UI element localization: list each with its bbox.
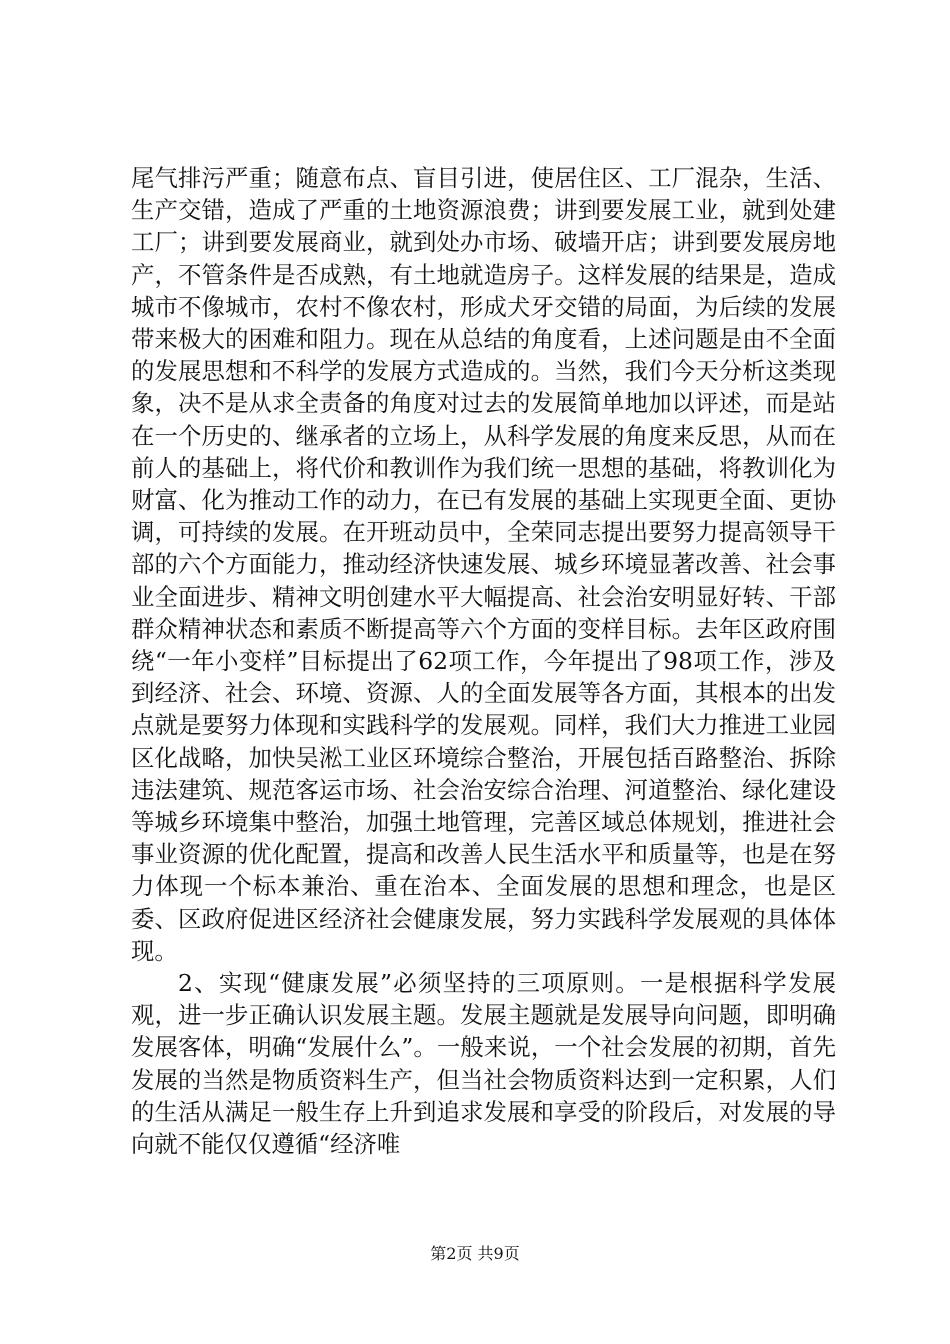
- paragraph-2: 2、实现“健康发展”必须坚持的三项原则。一是根据科学发展观，进一步正确认识发展主题。发展主题就是发展导向问题，即明确发展客体，明确“发展什么”。一般来说，一个社会发展的初期，首先发展的当然是物质资料生产，但当社会物质资料达到一定积累，人们的生活从满足一般生存上升到追求发展和享受的阶段后，对发展的导向就不能仅仅遵循“经济唯: [131, 969, 836, 1159]
- body-text: [131, 162, 836, 1160]
- page-number: 第2页 共9页: [430, 1244, 520, 1263]
- paragraph-1: 尾气排污严重；随意布点、盲目引进，使居住区、工厂混杂，生活、生产交错，造成了严重的土地资源浪费；讲到要发展工业，就到处建工厂；讲到要发展商业，就到处办市场、破墙开店；讲到要发展房地产，不管条件是否成熟，有土地就造房子。这样发展的结果是，造成城市不像城市，农村不像农村，形成犬牙交错的局面，为后续的发展带来极大的困难和阻力。现在从总结的角度看，上述问题是由不全面的发展思想和不科学的发展方式造成的。当然，我们今天分析这类现象，决不是从求全责备的角度对过去的发展简单地加以评述，而是站在一个历史的、继承者的立场上，从科学发展的角度来反思，从而在前人的基础上，将代价和教训作为我们统一思想的基础，将教训化为财富、化为推动工作的动力，在已有发展的基础上实现更全面、更协调，可持续的发展。在开班动员中，全荣同志提出要努力提高领导干部的六个方面能力，推动经济快速发展、城乡环境显著改善、社会事业全面进步、精神文明创建水平大幅提高、社会治安明显好转、干部群众精神状态和素质不断提高等六个方面的变样目标。去年区政府围绕“一年小变样”目标提出了62项工作，今年提出了98项工作，涉及到经济、社会、环境、资源、人的全面发展等各方面，其根本的出发点就是要努力体现和实践科学的发展观。同样，我们大力推进工业园区化战略，加快吴淞工业区环境综合整治，开展包括百路整治、拆除违法建筑、规范客运市场、社会治安综合治理、河道整治、绿化建设等城乡环境集中整治，加强土地管理，完善区域总体规划，推进社会事业资源的优化配置，提高和改善人民生活水平和质量等，也是在努力体现一个标本兼治、重在治本、全面发展的思想和理念，也是区委、区政府促进区经济社会健康发展，努力实践科学发展观的具体体现。: [131, 164, 836, 965]
- page-footer: [0, 1244, 950, 1264]
